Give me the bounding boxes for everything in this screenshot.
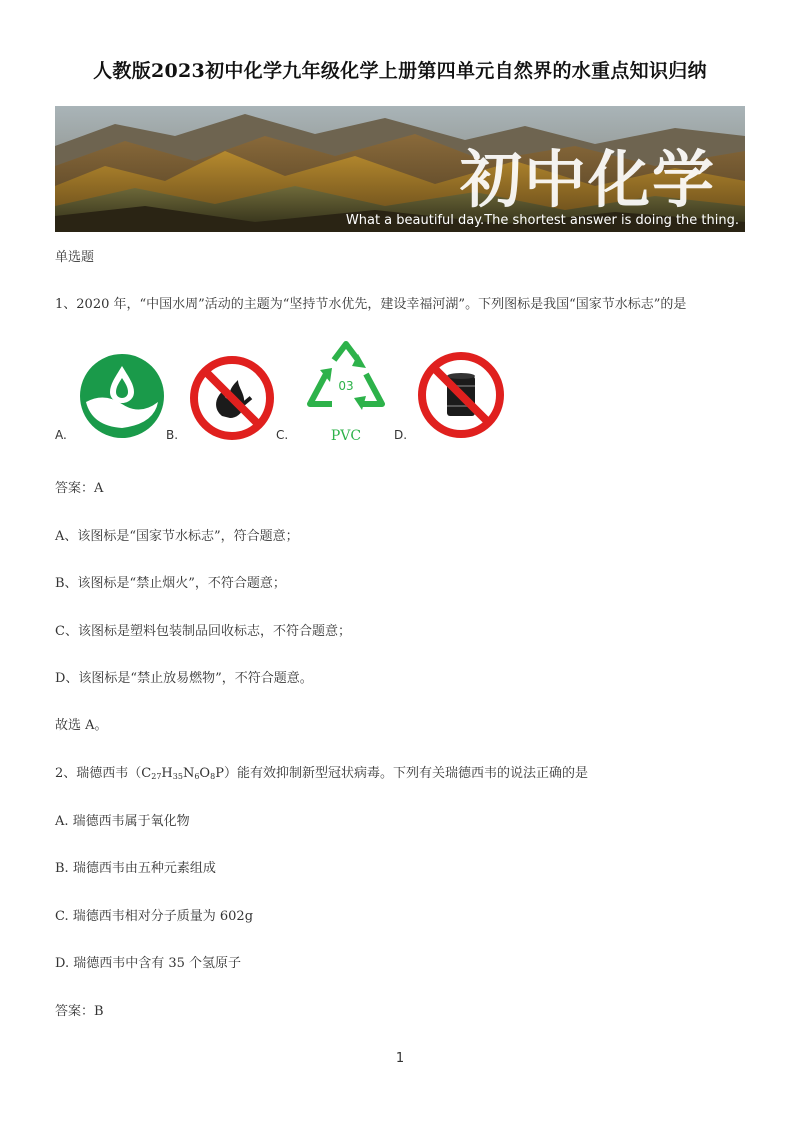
q1-option-a-label: A. [55, 428, 67, 442]
q2-option-b: B. 瑞德西韦由五种元素组成 [55, 861, 216, 876]
formula-element: N [182, 766, 195, 781]
no-fire-icon [188, 354, 276, 446]
q1-stem: 1、2020 年，“中国水周”活动的主题为“坚持节水优先，建设幸福河湖”。下列图标是我国“国家节水标志”的是 [55, 297, 687, 312]
q1-explanation-b: B、该图标是“禁止烟火”，不符合题意； [55, 576, 286, 591]
q2-stem-suffix: ）能有效抑制新型冠状病毒。下列有关瑞德西韦的说法正确的是 [223, 766, 588, 781]
mountain-landscape-image [55, 106, 745, 232]
q1-explanation-d: D、该图标是“禁止放易燃物”，不符合题意。 [55, 671, 313, 686]
section-heading: 单选题 [55, 250, 95, 265]
header-banner [55, 106, 745, 232]
pvc-recycle-icon [300, 340, 392, 444]
formula-element: P [215, 766, 224, 781]
q2-stem-prefix: 2、瑞德西韦（ [55, 766, 142, 781]
page-number: 1 [395, 1051, 405, 1066]
pvc-label: PVC [330, 428, 362, 444]
q2-option-d: D. 瑞德西韦中含有 35 个氢原子 [55, 956, 242, 971]
formula-element: H [161, 766, 173, 781]
q1-option-b-label: B. [166, 428, 179, 442]
document-title: 人教版2023初中化学九年级化学上册第四单元自然界的水重点知识归纳 [93, 60, 707, 82]
q2-option-a: A. 瑞德西韦属于氧化物 [55, 814, 190, 829]
formula-subscript: 8 [210, 772, 216, 781]
chemical-formula [141, 766, 224, 781]
recycle-code: 03 [338, 379, 354, 393]
q1-option-c-label: C. [276, 428, 289, 442]
q2-stem [55, 762, 588, 781]
q1-conclusion: 故选 A。 [55, 718, 108, 733]
formula-subscript: 35 [172, 772, 183, 781]
no-flammable-icon [416, 350, 506, 444]
q1-explanation-c: C、该图标是塑料包装制品回收标志，不符合题意； [55, 624, 351, 639]
q2-option-c: C. 瑞德西韦相对分子质量为 602g [55, 909, 254, 924]
formula-element: C [141, 766, 152, 781]
q1-explanation-a: A、该图标是“国家节水标志”，符合题意； [55, 529, 299, 544]
water-saving-icon [78, 352, 166, 444]
banner-calligraphy: 初中化学 [460, 143, 717, 216]
q1-answer: 答案：A [55, 481, 104, 496]
formula-subscript: 27 [151, 772, 162, 781]
banner-tagline: What a beautiful day.The shortest answer is doing the thing. [345, 213, 739, 228]
q2-answer: 答案：B [55, 1004, 104, 1019]
formula-subscript: 6 [194, 772, 200, 781]
formula-element: O [199, 766, 211, 781]
q1-option-d-label: D. [394, 428, 408, 442]
